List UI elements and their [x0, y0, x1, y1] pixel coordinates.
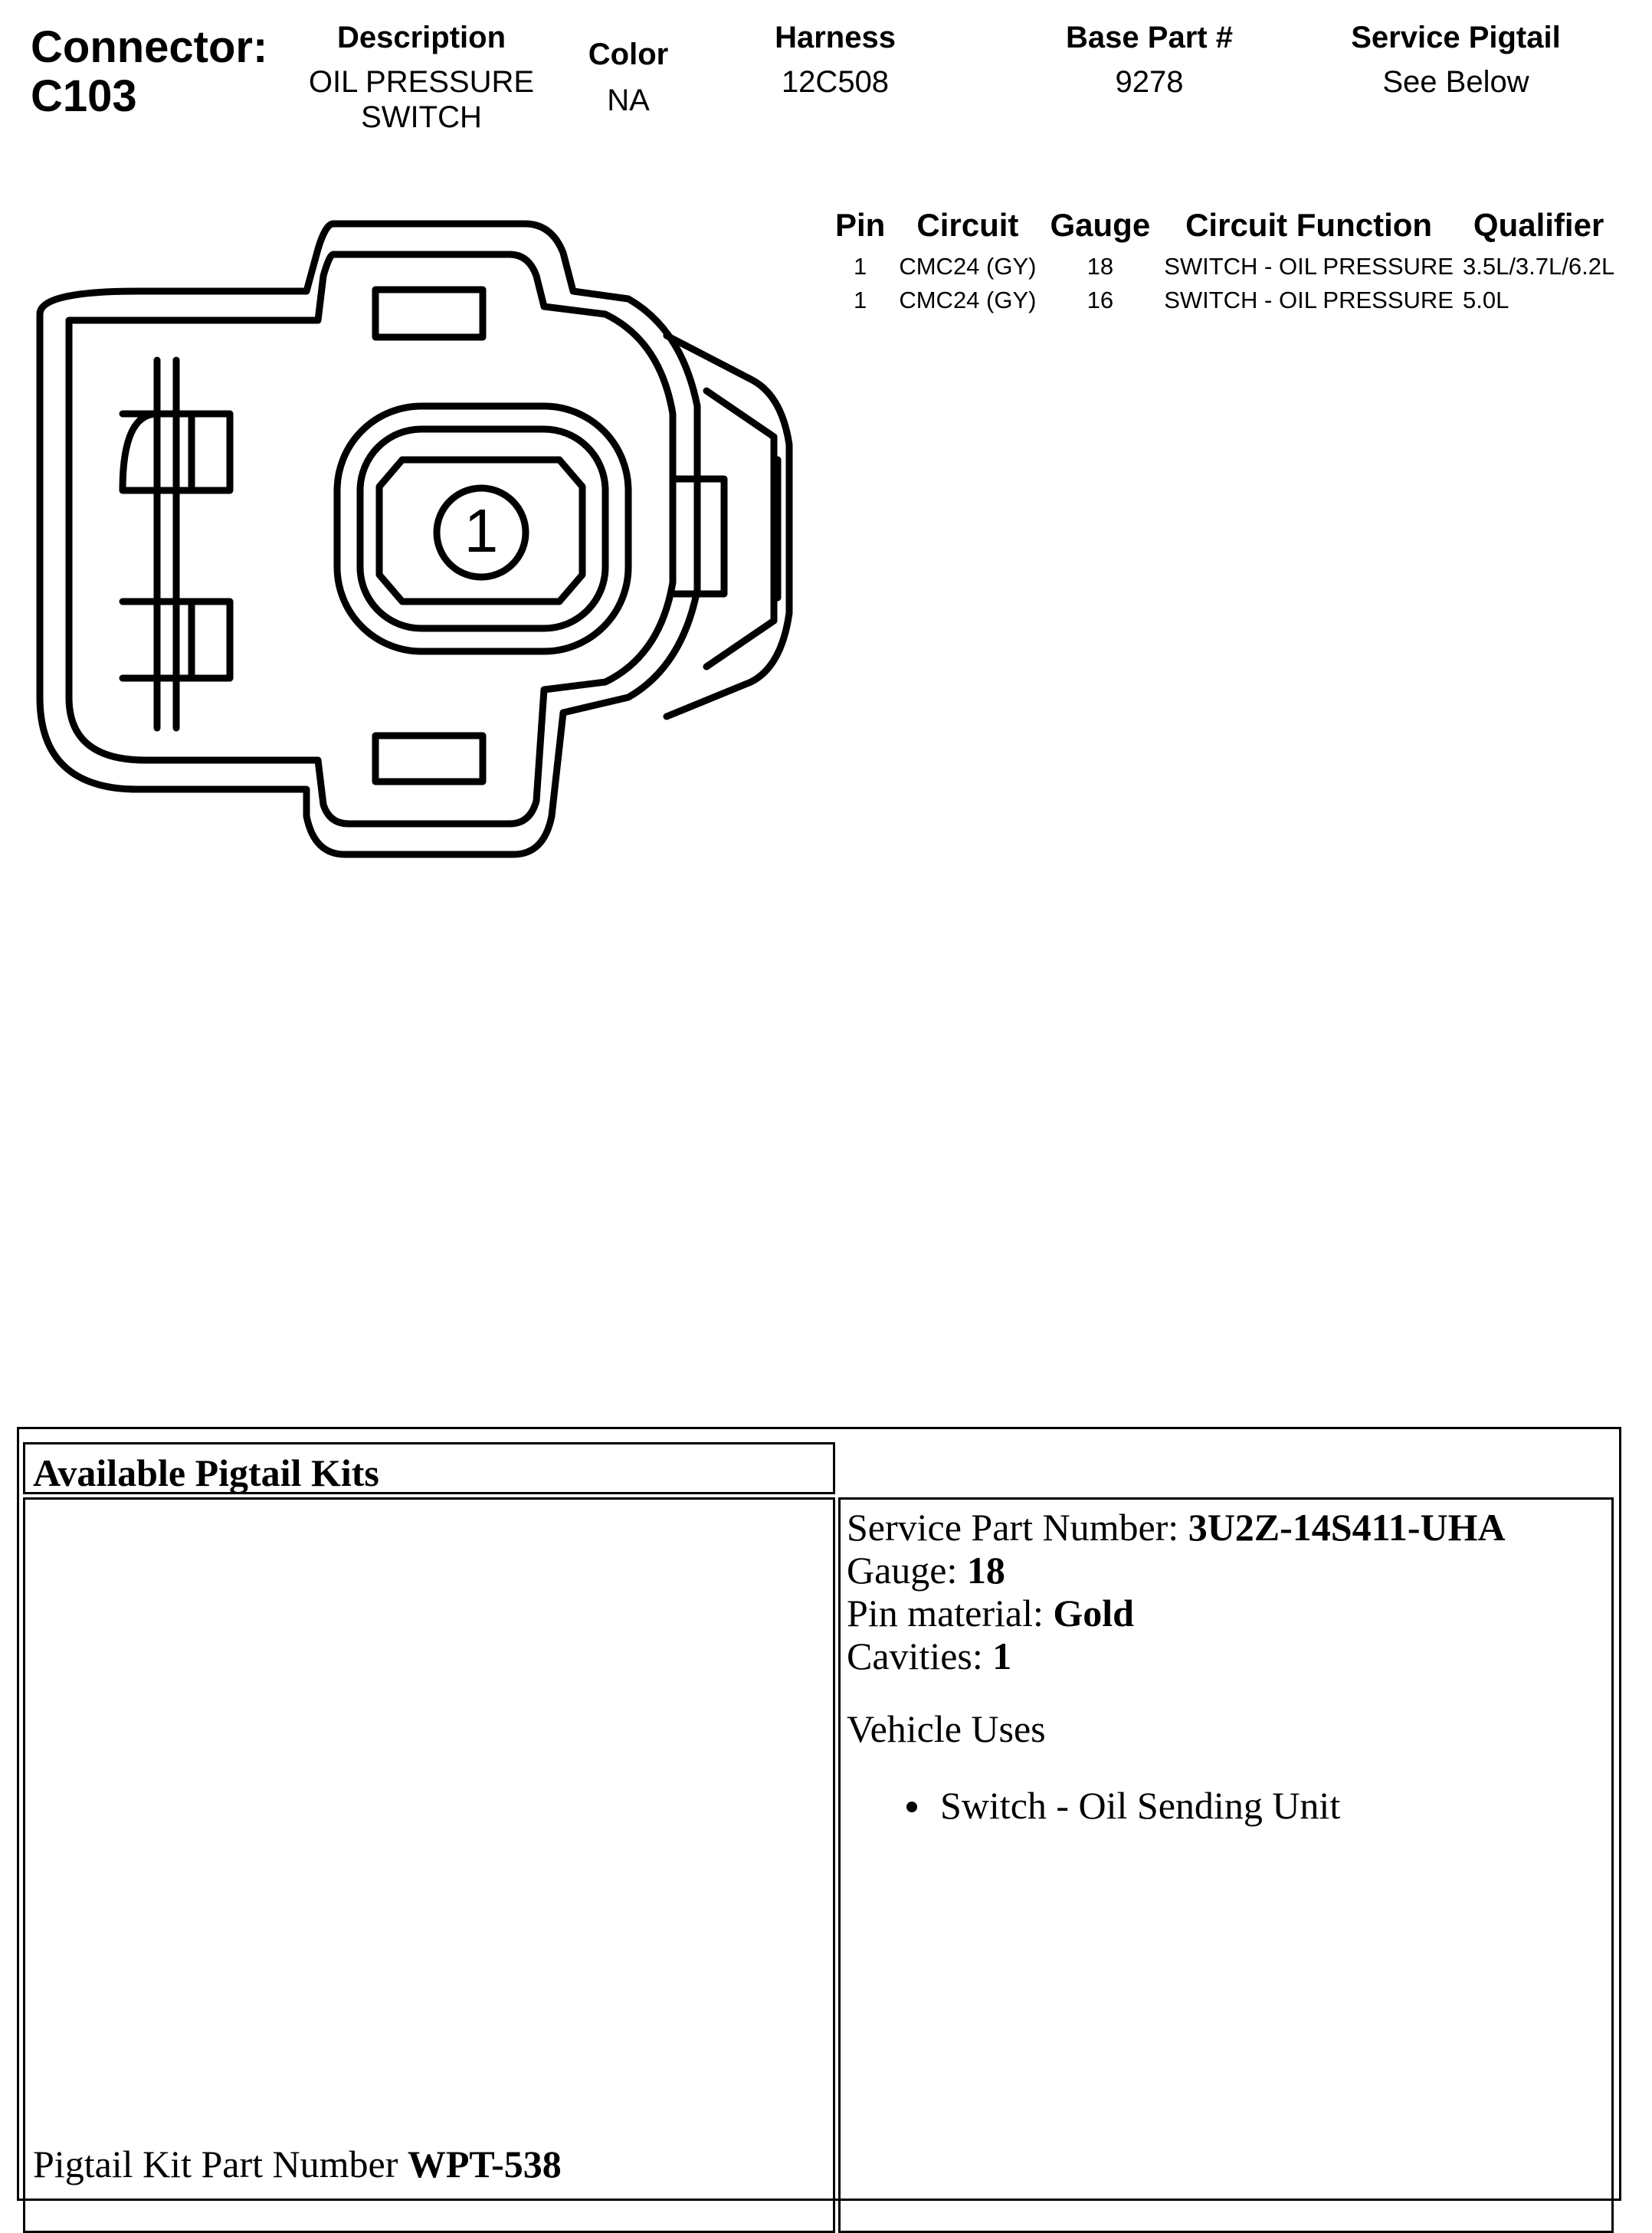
pigtail-kit-image-cell	[23, 1497, 835, 2233]
description-column	[291, 20, 552, 135]
color-value: NA	[607, 84, 650, 117]
connector-title	[31, 23, 267, 121]
list-item	[847, 1783, 1340, 1828]
connector-id: C103	[31, 71, 137, 121]
kit-specs	[847, 1506, 1506, 1677]
gauge-cell: 16	[1087, 287, 1114, 313]
connector-face-diagram	[23, 207, 805, 866]
harness-column	[736, 20, 935, 100]
kit-part-value: WPT-538	[407, 2143, 562, 2185]
vehicle-uses-list	[847, 1783, 1340, 1828]
pin-number-label: 1	[464, 497, 499, 565]
qualifier-cell: 5.0L	[1462, 287, 1509, 313]
service-pigtail-value: See Below	[1382, 65, 1529, 99]
base-part-value: 9278	[1115, 65, 1184, 99]
service-pigtail-column	[1318, 20, 1594, 100]
color-column	[567, 37, 690, 118]
harness-value: 12C508	[781, 65, 890, 99]
function-cell: SWITCH - OIL PRESSURE	[1164, 287, 1454, 313]
cavities-value: 1	[992, 1635, 1012, 1677]
circuit-cell: CMC24 (GY)	[899, 287, 1037, 313]
column-header: Qualifier	[1473, 207, 1604, 243]
service-part-value: 3U2Z-14S411-UHA	[1188, 1506, 1506, 1549]
pin-cell: 1	[854, 287, 867, 313]
connector-label: Connector:	[31, 22, 268, 72]
harness-label: Harness	[775, 21, 896, 54]
gauge-cell: 18	[1087, 253, 1114, 280]
column-header: Circuit Function	[1185, 207, 1433, 243]
gauge-value: 18	[966, 1549, 1005, 1592]
cavities-row	[847, 1635, 1506, 1677]
service-part-label: Service Part Number:	[847, 1506, 1179, 1549]
cavities-label: Cavities:	[847, 1635, 983, 1677]
table-row	[826, 284, 1619, 317]
pin-material-row	[847, 1592, 1506, 1635]
color-label: Color	[588, 38, 669, 71]
function-cell: SWITCH - OIL PRESSURE	[1164, 253, 1454, 280]
pin-material-value: Gold	[1053, 1592, 1134, 1635]
vehicle-uses-label: Vehicle Uses	[847, 1707, 1046, 1750]
pigtail-kit-part-number	[33, 2142, 562, 2186]
qualifier-cell: 3.5L/3.7L/6.2L	[1462, 253, 1615, 280]
service-pigtail-label: Service Pigtail	[1351, 21, 1561, 54]
pin-table-header-row	[826, 207, 1619, 250]
table-row	[826, 250, 1619, 284]
pigtail-kit-details-cell	[838, 1497, 1614, 2233]
bullet-icon	[906, 1802, 917, 1812]
pin-cell: 1	[854, 253, 867, 280]
base-part-label: Base Part #	[1066, 21, 1233, 54]
column-header: Pin	[835, 207, 886, 243]
pin-material-label: Pin material:	[847, 1592, 1044, 1635]
gauge-row	[847, 1549, 1506, 1592]
base-part-column	[1027, 20, 1272, 100]
column-header: Circuit	[916, 207, 1019, 243]
description-label: Description	[336, 21, 506, 54]
circuit-cell: CMC24 (GY)	[899, 253, 1037, 280]
description-value: OIL PRESSURE SWITCH	[308, 65, 535, 134]
pigtail-kits-heading: Available Pigtail Kits	[23, 1442, 835, 1494]
vehicle-use-text: Switch - Oil Sending Unit	[940, 1784, 1341, 1827]
service-part-row	[847, 1506, 1506, 1549]
gauge-label: Gauge:	[847, 1549, 958, 1592]
pin-table	[826, 207, 1619, 317]
column-header: Gauge	[1050, 207, 1151, 243]
kit-part-label: Pigtail Kit Part Number	[33, 2143, 398, 2185]
